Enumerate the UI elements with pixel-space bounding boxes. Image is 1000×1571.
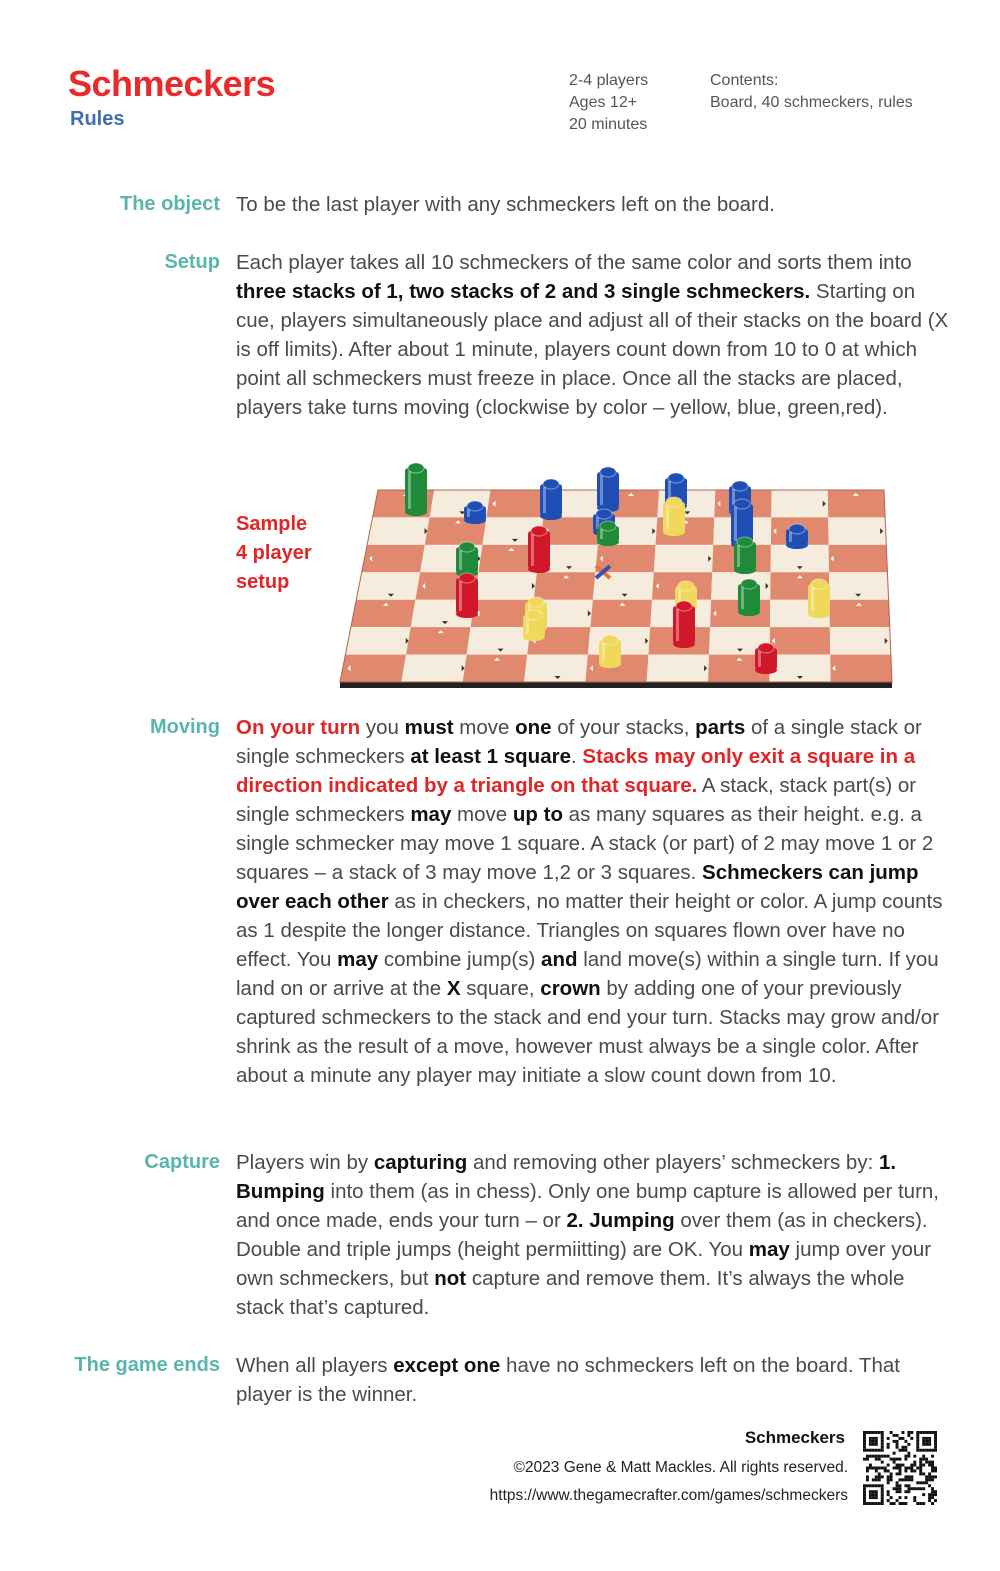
- page-title: Schmeckers: [68, 63, 276, 104]
- board-square: [830, 655, 892, 682]
- section-label: Moving: [150, 716, 220, 738]
- schmecker-stack: [755, 643, 777, 674]
- section-body: To be the last player with any schmeckers left on the board.: [236, 193, 775, 216]
- board-square: [770, 627, 831, 654]
- board-square: [829, 545, 888, 572]
- board-square: [654, 545, 713, 572]
- game-info: [569, 70, 648, 136]
- footer-copyright: ©2023 Gene & Matt Mackles. All rights reserved.: [513, 1459, 848, 1476]
- board-square: [590, 600, 652, 627]
- board-square: [401, 655, 466, 682]
- schmecker-stack: [456, 542, 478, 577]
- section-label: The object: [119, 193, 220, 215]
- player-count: 2-4 players: [569, 72, 649, 89]
- section-body: On your turn you must move one of your stacks, parts of a single stack or single schmeckers at least 1 square. Stacks may only exit a square in a direction indicated by a triangle on that square. A stack, stack part(s) or single schmeckers may move up to as many squares as their height. e.g. a single schmecker may move 1 square. A stack (or part) of 2 may move 1 or 2 squares – a stack of 3 may move 1,2 or 3 squares. Schmeckers can jump over each other as in checkers, no matter their height or color. A jump counts as 1 despite the longer distance. Triangles on squares flown over have no effect. You may combine jump(s) and land move(s) within a single turn. If you land on or arrive at the X square, crown by adding one of your previously captured schmeckers to the stack and end your turn. Stacks may grow and/or shrink as the result of a move, however must always be a single color. After about a minute any player may initiate a slow count down from 10.: [236, 716, 943, 1087]
- board-square: [406, 627, 471, 654]
- footer-url: https://www.thegamecrafter.com/games/schmeckers: [489, 1487, 848, 1504]
- contents-info: [710, 70, 913, 114]
- board-square: [830, 627, 891, 654]
- schmecker-stack: [673, 601, 695, 648]
- schmecker-stack: [597, 521, 619, 546]
- board-square: [367, 517, 429, 544]
- section-label: Setup: [164, 251, 220, 273]
- page-subtitle: Rules: [70, 108, 125, 130]
- sample-setup-caption: Sample 4 player setup: [236, 513, 312, 593]
- board-square: [524, 655, 588, 682]
- board-square: [647, 655, 709, 682]
- board-square: [351, 600, 416, 627]
- schmecker-stack: [464, 501, 486, 524]
- contents-label: Contents:: [710, 72, 779, 89]
- sample-board-image: [336, 462, 896, 694]
- schmecker-stack: [405, 463, 427, 516]
- board-square: [345, 627, 410, 654]
- board-square: [771, 490, 828, 517]
- board-square: [463, 655, 528, 682]
- board-square: [467, 627, 531, 654]
- board-square: [828, 517, 886, 544]
- section-label: The game ends: [74, 1354, 220, 1376]
- section-label: Capture: [144, 1151, 220, 1173]
- section-body: Each player takes all 10 schmeckers of the same color and sorts them into three stacks of 1, two stacks of 2 and 3 single schmeckers. Starting on cue, players simultaneously place and adjust all of their stacks on the board (X is off limits). After about 1 minute, players count down from 10 to 0 at which point all schmeckers must freeze in place. Once all the stacks are placed, players take turns moving (clockwise by color – yellow, blue, green,red).: [236, 251, 949, 419]
- play-duration: 20 minutes: [569, 116, 648, 133]
- schmecker-stack: [540, 479, 562, 520]
- schmecker-stack: [528, 526, 550, 573]
- schmecker-stack: [597, 467, 619, 512]
- board-square: [356, 572, 420, 599]
- schmecker-stack: [523, 610, 545, 641]
- schmecker-stack: [786, 524, 808, 549]
- schmecker-stack: [599, 635, 621, 668]
- board-square: [534, 572, 596, 599]
- section-body: When all players except one have no schmeckers left on the board. That player is the winner.: [236, 1354, 900, 1406]
- board-square: [475, 572, 537, 599]
- contents-value: Board, 40 schmeckers, rules: [710, 94, 913, 111]
- schmecker-stack: [808, 579, 830, 618]
- schmecker-stack: [456, 573, 478, 618]
- age-range: Ages 12+: [569, 94, 638, 111]
- board-square: [593, 572, 654, 599]
- board-square: [486, 490, 546, 517]
- schmecker-stack: [663, 497, 685, 536]
- schmecker-stack: [738, 579, 760, 616]
- qr-code-icon: [863, 1431, 937, 1505]
- section-body: Players win by capturing and removing other players’ schmeckers by: 1. Bumping into them (as in chess). Only one bump capture is allowed per turn, and once made, ends your turn – or 2. Jumping over them (as in checkers). Double and triple jumps (height permiitting) are OK. You may jump over your own schmeckers, but not capture and remove them. It’s always the whole stack that’s captured.: [236, 1151, 939, 1319]
- footer-title: Schmeckers: [744, 1428, 845, 1447]
- schmecker-stack: [734, 537, 756, 574]
